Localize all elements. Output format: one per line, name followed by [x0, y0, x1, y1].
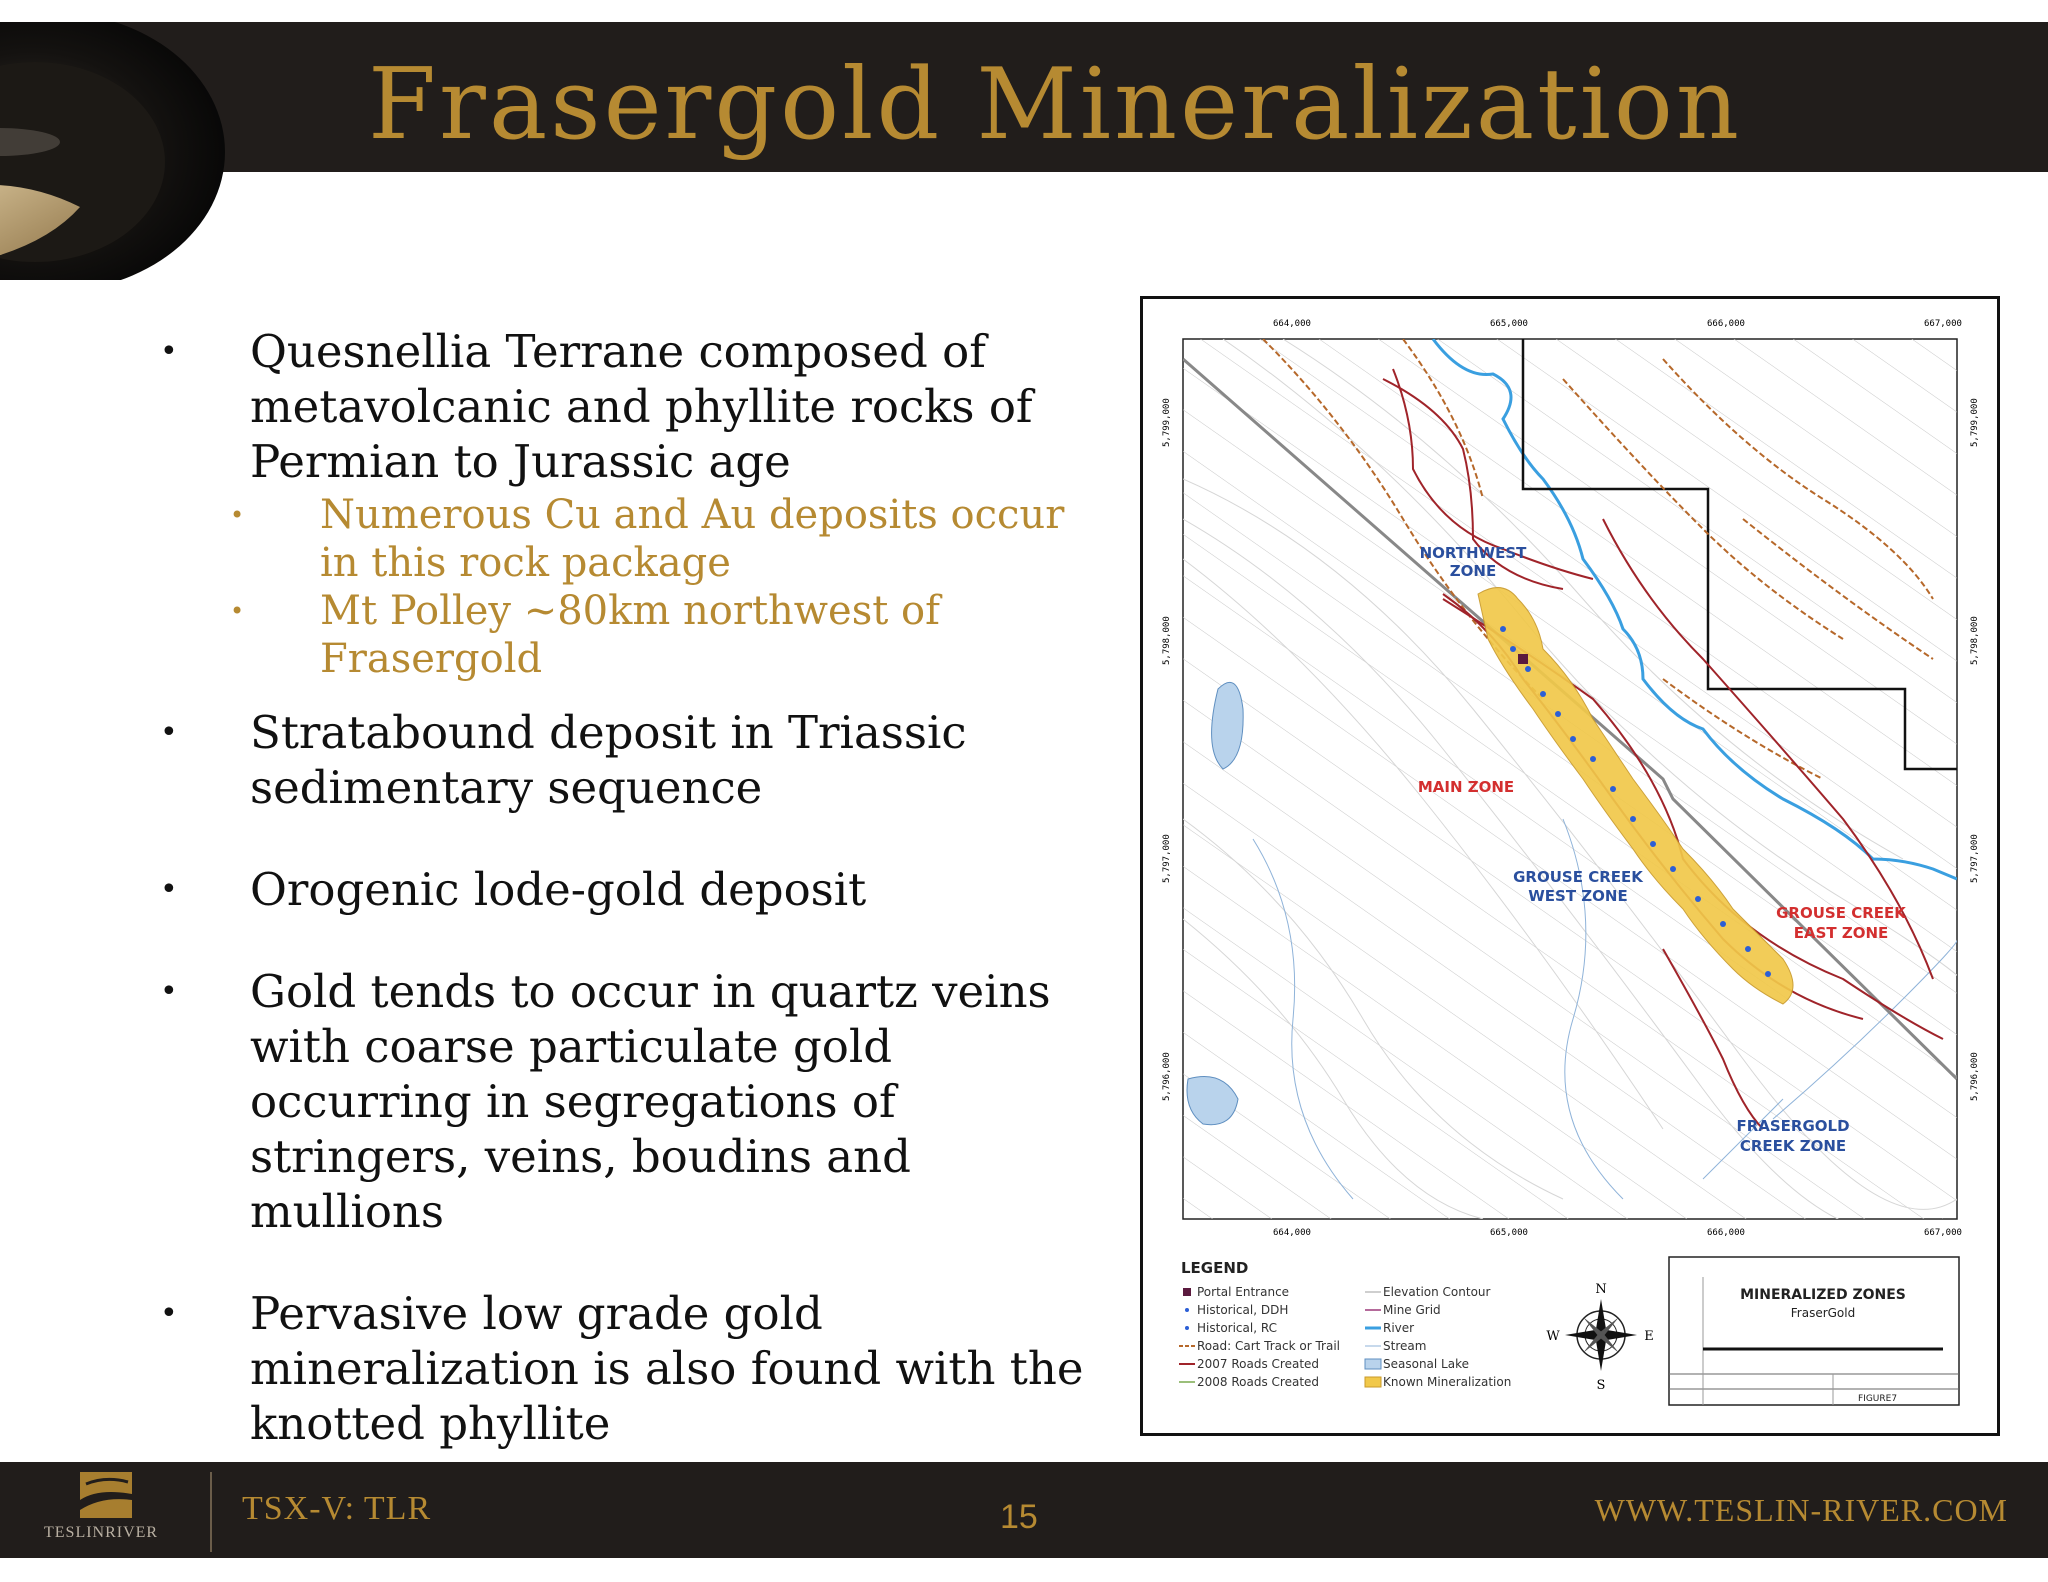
x-tick-top-4: 667,000	[1924, 319, 1962, 329]
compass-n: N	[1595, 1282, 1607, 1297]
slide-title: Frasergold Mineralization	[368, 48, 1743, 162]
y-tick-right-4: 5,796,000	[1970, 1052, 1980, 1101]
frasergold-creek-label-2: CREEK ZONE	[1739, 1137, 1847, 1155]
x-tick-top-2: 665,000	[1490, 319, 1528, 329]
bullet-2: • Stratabound deposit in Triassic sedimentary sequence	[160, 706, 967, 814]
main-zone-label: MAIN ZONE	[1417, 778, 1515, 796]
grouse-creek-west-label-2: WEST ZONE	[1528, 887, 1628, 905]
bullet-5: • Pervasive low grade gold mineralization is also found with the knotted phyllite	[160, 1287, 1084, 1450]
legend-title: LEGEND	[1181, 1259, 1249, 1277]
compass-s: S	[1596, 1378, 1606, 1393]
compass-rose-icon	[1546, 1282, 1653, 1393]
title-block-figure: FIGURE7	[1858, 1394, 1898, 1404]
x-tick-bottom-3: 666,000	[1707, 1228, 1745, 1238]
gold-pan-image	[0, 22, 230, 280]
x-tick-bottom-2: 665,000	[1490, 1228, 1528, 1238]
x-tick-top-1: 664,000	[1273, 319, 1311, 329]
legend-left-4: Road: Cart Track or Trail	[1197, 1339, 1340, 1353]
legend-right-4: Stream	[1383, 1339, 1427, 1353]
frasergold-creek-label-1: FRASERGOLD	[1736, 1117, 1850, 1135]
y-tick-right-3: 5,797,000	[1970, 834, 1980, 883]
legend-right-5: Seasonal Lake	[1383, 1357, 1469, 1371]
compass-w: W	[1546, 1329, 1560, 1344]
legend-right-3: River	[1383, 1321, 1415, 1335]
title-block-heading: MINERALIZED ZONES	[1740, 1287, 1906, 1303]
mineralized-zones-map	[1140, 296, 2000, 1436]
title-block-project: FraserGold	[1790, 1306, 1856, 1320]
bullet-list	[150, 320, 1110, 1451]
grouse-creek-west-label-1: GROUSE CREEK	[1513, 868, 1643, 886]
y-tick-left-4: 5,796,000	[1162, 1052, 1172, 1101]
sub-bullet-2: • Mt Polley ~80km northwest of Frasergold	[230, 588, 940, 682]
y-tick-left-3: 5,797,000	[1162, 834, 1172, 883]
legend-right-1: Elevation Contour	[1383, 1285, 1491, 1299]
x-tick-bottom-1: 664,000	[1273, 1228, 1311, 1238]
compass-e: E	[1644, 1329, 1654, 1344]
y-tick-left-1: 5,799,000	[1162, 398, 1172, 447]
footer-divider	[210, 1472, 212, 1552]
footer-url[interactable]: WWW.TESLIN-RIVER.COM	[1594, 1492, 2008, 1528]
bullet-4: • Gold tends to occur in quartz veins with coarse particulate gold occurring in segregations of stringers, veins, boudins and mullions	[160, 965, 1051, 1238]
legend-left-5: 2007 Roads Created	[1197, 1357, 1320, 1371]
y-tick-right-2: 5,798,000	[1970, 616, 1980, 665]
map-title-block	[1669, 1257, 1959, 1405]
northwest-zone-label-2: ZONE	[1449, 562, 1497, 580]
y-tick-left-2: 5,798,000	[1162, 616, 1172, 665]
footer-brand: TESLINRIVER	[44, 1524, 159, 1541]
footer-bar	[0, 1462, 2048, 1558]
x-tick-top-3: 666,000	[1707, 319, 1745, 329]
map-svg	[1143, 299, 1997, 1433]
legend-left-2: Historical, DDH	[1197, 1303, 1289, 1317]
teslin-river-logo-icon	[78, 1470, 134, 1520]
grouse-creek-east-label-2: EAST ZONE	[1793, 924, 1889, 942]
legend-right-2: Mine Grid	[1383, 1303, 1441, 1317]
portal-entrance-marker	[1518, 654, 1528, 664]
bullet-1: • Quesnellia Terrane composed of metavolcanic and phyllite rocks of Permian to Jurassic age	[160, 325, 1033, 488]
legend-right-6: Known Mineralization	[1383, 1375, 1512, 1389]
y-tick-right-1: 5,799,000	[1970, 398, 1980, 447]
page-number: 15	[1000, 1498, 1038, 1536]
legend-left-3: Historical, RC	[1197, 1321, 1277, 1335]
northwest-zone-label-1: NORTHWEST	[1419, 544, 1527, 562]
legend-left-1: Portal Entrance	[1197, 1285, 1290, 1299]
x-tick-bottom-4: 667,000	[1924, 1228, 1962, 1238]
footer-ticker: TSX-V: TLR	[242, 1490, 432, 1527]
grouse-creek-east-label-1: GROUSE CREEK	[1776, 904, 1906, 922]
sub-bullet-1: • Numerous Cu and Au deposits occur in this rock package	[230, 492, 1065, 586]
bullet-3: • Orogenic lode-gold deposit	[160, 863, 867, 916]
legend-left-6: 2008 Roads Created	[1197, 1375, 1320, 1389]
legend	[1179, 1285, 1511, 1389]
